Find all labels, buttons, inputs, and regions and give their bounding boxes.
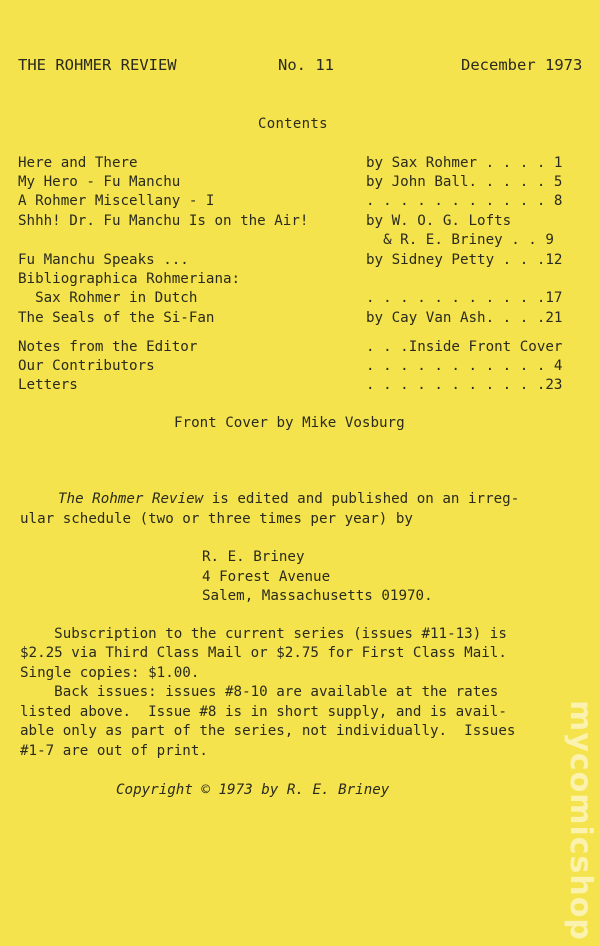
toc-title: Letters: [18, 377, 78, 393]
subscription-line: $2.25 via Third Class Mail or $2.75 for First Class Mail.: [20, 645, 507, 661]
back-issues-line: Back issues: issues #8-10 are available at the rates: [20, 684, 499, 700]
watermark: mycomicshop: [563, 700, 598, 941]
toc-title: Sax Rohmer in Dutch: [18, 290, 198, 306]
toc-author-page: . . . . . . . . . . .17: [366, 290, 563, 306]
toc-author-page: . . . . . . . . . . . 4: [366, 358, 563, 374]
copyright-notice: Copyright © 1973 by R. E. Briney: [116, 782, 390, 798]
contents-heading: Contents: [258, 116, 328, 132]
issue-date: December 1973: [461, 56, 583, 74]
toc-author-page: by Sax Rohmer . . . . 1: [366, 155, 563, 171]
back-issues-line: #1-7 are out of print.: [20, 743, 208, 759]
toc-title: A Rohmer Miscellany - I: [18, 193, 215, 209]
toc-author-page: by John Ball. . . . . 5: [366, 174, 563, 190]
intro-line-1-text: is edited and published on an irreg-: [203, 491, 520, 507]
address-street: 4 Forest Avenue: [202, 569, 331, 585]
toc-title: Shhh! Dr. Fu Manchu Is on the Air!: [18, 213, 309, 229]
subscription-line: Single copies: $1.00.: [20, 665, 200, 681]
back-issues-line: able only as part of the series, not individually. Issues: [20, 723, 516, 739]
toc-title: Notes from the Editor: [18, 339, 198, 355]
toc-author-page: by W. O. G. Lofts: [366, 213, 512, 229]
toc-title: My Hero - Fu Manchu: [18, 174, 181, 190]
toc-title: The Seals of the Si-Fan: [18, 310, 215, 326]
toc-author-page: by Cay Van Ash. . . .21: [366, 310, 563, 326]
address-city: Salem, Massachusetts 01970.: [202, 588, 433, 604]
intro-line-1: [58, 491, 519, 507]
back-issues-line: listed above. Issue #8 is in short supply, and is avail-: [20, 704, 507, 720]
toc-title: Bibliographica Rohmeriana:: [18, 271, 241, 287]
address-name: R. E. Briney: [202, 549, 305, 565]
toc-title: Our Contributors: [18, 358, 155, 374]
publication-name-italic: The Rohmer Review: [58, 491, 204, 507]
intro-line-2: ular schedule (two or three times per year) by: [20, 511, 413, 527]
toc-title: Here and There: [18, 155, 138, 171]
publication-title: THE ROHMER REVIEW: [18, 56, 177, 74]
subscription-line: Subscription to the current series (issues #11-13) is: [20, 626, 507, 642]
issue-number: No. 11: [278, 56, 334, 74]
toc-author-page: by Sidney Petty . . .12: [366, 252, 563, 268]
front-cover-credit: Front Cover by Mike Vosburg: [174, 415, 405, 431]
toc-author-page: . . . . . . . . . . . 8: [366, 193, 563, 209]
toc-author-page: . . . . . . . . . . .23: [366, 377, 563, 393]
toc-author-page: & R. E. Briney . . 9: [366, 232, 554, 248]
toc-title: Fu Manchu Speaks ...: [18, 252, 189, 268]
toc-author-page: . . .Inside Front Cover: [366, 339, 563, 355]
